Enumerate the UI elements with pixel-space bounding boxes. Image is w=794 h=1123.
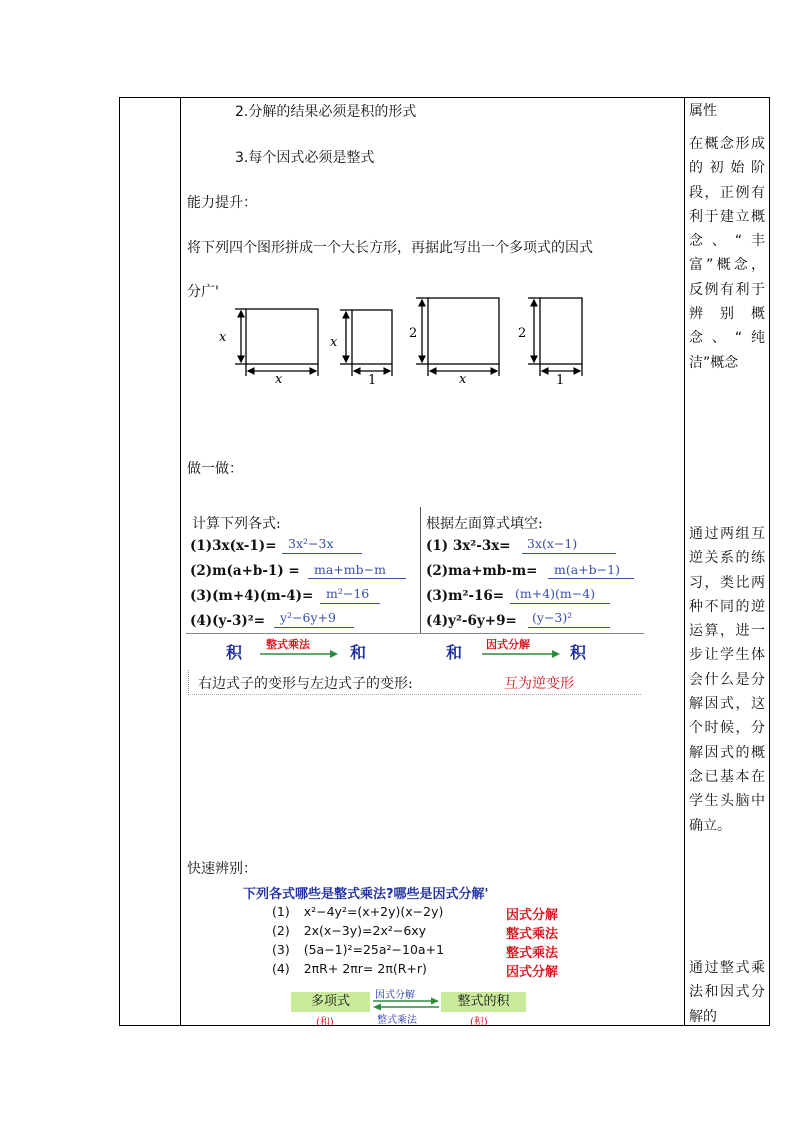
quiz-expr-2: 2x(x−3y)=2x²−6xy <box>303 923 427 938</box>
label-x-side-1: x <box>219 330 227 345</box>
ji-left: 积 <box>226 643 243 662</box>
quiz-answer-1: 因式分解 <box>506 908 559 923</box>
left-q1: (1)3x(x-1)= <box>190 538 277 554</box>
quiz-answer-2: 整式乘法 <box>506 927 559 942</box>
quiz-title: 下列各式哪些是整式乘法?哪些是因式分解' <box>243 887 489 902</box>
note-concept-examples: 在概念形成的初始阶段，正例有利于建立概念、“丰富”概念，反例有利于辨别概念、“纯洁”概念 <box>689 136 765 371</box>
quick-heading: 快速辨别： <box>187 861 257 877</box>
task-text: 将下列四个图形拼成一个大长方形，再据此写出一个多项式的因式 <box>187 240 593 256</box>
left-q3: (3)(m+4)(m-4)= <box>190 588 314 604</box>
quiz-row-1 <box>272 904 443 919</box>
note-inverse-practice: 通过两组互逆关系的练习，类比两种不同的逆运算，进一步让学生体会什么是分解因式，这个时候，分解因式的概念已基本在学生头脑中确立。 <box>689 526 765 834</box>
table-col-divider-2 <box>684 97 685 1026</box>
arrow-factor <box>480 649 562 659</box>
arrow-multiply <box>258 649 340 659</box>
right-q2: (2)ma+mb-m= <box>426 563 538 579</box>
box-polynomial: 多项式 <box>291 992 370 1012</box>
left-q4: (4)(y-3)²= <box>190 613 266 629</box>
arrow-multiply-label: 整式乘法 <box>266 638 310 651</box>
right-a4: (y−3)² <box>532 610 573 625</box>
summary-label: 右边式子的变形与左边式子的变形: <box>198 676 413 692</box>
left-a1-line <box>282 553 362 554</box>
sub-product: (积) <box>470 1017 488 1028</box>
rect-2-by-1 <box>540 298 582 364</box>
table-right-border <box>769 97 770 1026</box>
right-a2-line <box>548 578 634 579</box>
right-q3: (3)m²-16= <box>426 588 505 604</box>
left-a4-line <box>274 627 354 628</box>
point-2: 2.分解的结果必须是积的形式 <box>235 104 417 120</box>
note-heading: 属性 <box>689 103 717 119</box>
quiz-expr-1: x²−4y²=(x+2y)(x−2y) <box>303 904 444 919</box>
label-2-side-3: 2 <box>409 326 418 341</box>
left-a2: ma+mb−m <box>314 562 386 577</box>
box-product: 整式的积 <box>441 992 526 1012</box>
right-a3: (m+4)(m−4) <box>515 586 596 601</box>
label-x-side-2: x <box>330 335 338 350</box>
right-a3-line <box>510 603 610 604</box>
table-top-border <box>119 97 770 98</box>
left-a3-line <box>320 603 380 604</box>
square-x-by-x <box>246 309 318 364</box>
label-x-bottom-3: x <box>459 372 467 387</box>
ability-heading: 能力提升： <box>187 195 257 211</box>
rectangles-figure <box>210 290 600 390</box>
quiz-row-4 <box>272 961 427 976</box>
label-1-bottom-4: 1 <box>556 373 565 388</box>
doit-heading: 做一做： <box>187 461 243 477</box>
summary-answer: 互为逆变形 <box>504 676 574 692</box>
table-col-divider-1 <box>180 97 181 1026</box>
exercise-underline <box>186 633 644 634</box>
quiz-row-2 <box>272 923 426 938</box>
task-text-cont: 分广' <box>187 284 219 300</box>
point-3: 3.每个因式必须是整式 <box>235 150 375 166</box>
he-left: 和 <box>350 643 367 662</box>
left-a2-line <box>308 578 406 579</box>
rect-x-by-1 <box>352 310 392 364</box>
quiz-expr-4: 2πR+ 2πr= 2π(R+r) <box>303 961 427 976</box>
label-x-bottom-1: x <box>275 372 283 387</box>
table-left-border <box>119 97 120 1026</box>
exercise-block <box>186 507 644 697</box>
left-title: 计算下列各式: <box>192 516 281 532</box>
left-a3: m²−16 <box>326 586 370 601</box>
arrow-factor-label: 因式分解 <box>486 638 530 651</box>
quiz-answer-4: 因式分解 <box>506 965 559 980</box>
label-1-bottom-2: 1 <box>368 373 377 388</box>
relation-arrows <box>371 997 441 1011</box>
quiz-num-1: (1) <box>272 904 290 919</box>
rect-2-by-x <box>428 298 499 364</box>
left-q2: (2)m(a+b-1) = <box>190 563 300 579</box>
exercise-divider <box>420 507 421 633</box>
right-a1: 3x(x−1) <box>527 536 578 551</box>
note-relation: 通过整式乘法和因式分解的 <box>689 960 765 1025</box>
ji-right: 积 <box>570 643 587 662</box>
relation-top-label: 因式分解 <box>375 990 415 1001</box>
right-a1-line <box>522 553 616 554</box>
right-q4: (4)y²-6y+9= <box>426 613 517 629</box>
quiz-expr-3: (5a−1)²=25a²−10a+1 <box>303 942 445 957</box>
table-bottom-border <box>119 1025 770 1026</box>
quiz-num-2: (2) <box>272 923 290 938</box>
sub-sum: (和) <box>316 1017 334 1028</box>
relation-bottom-label: 整式乘法 <box>377 1015 417 1026</box>
right-title: 根据左面算式填空: <box>426 516 543 532</box>
quiz-row-3 <box>272 942 444 957</box>
quiz-answer-3: 整式乘法 <box>506 946 559 961</box>
right-a4-line <box>528 627 610 628</box>
quiz-num-3: (3) <box>272 942 290 957</box>
he-right: 和 <box>446 643 463 662</box>
right-q1: (1) 3x²-3x= <box>426 538 511 554</box>
quiz-num-4: (4) <box>272 961 290 976</box>
label-2-side-4: 2 <box>518 326 527 341</box>
left-a1: 3x²−3x <box>288 536 334 551</box>
right-a2: m(a+b−1) <box>554 562 620 577</box>
left-a4: y²−6y+9 <box>280 610 336 625</box>
